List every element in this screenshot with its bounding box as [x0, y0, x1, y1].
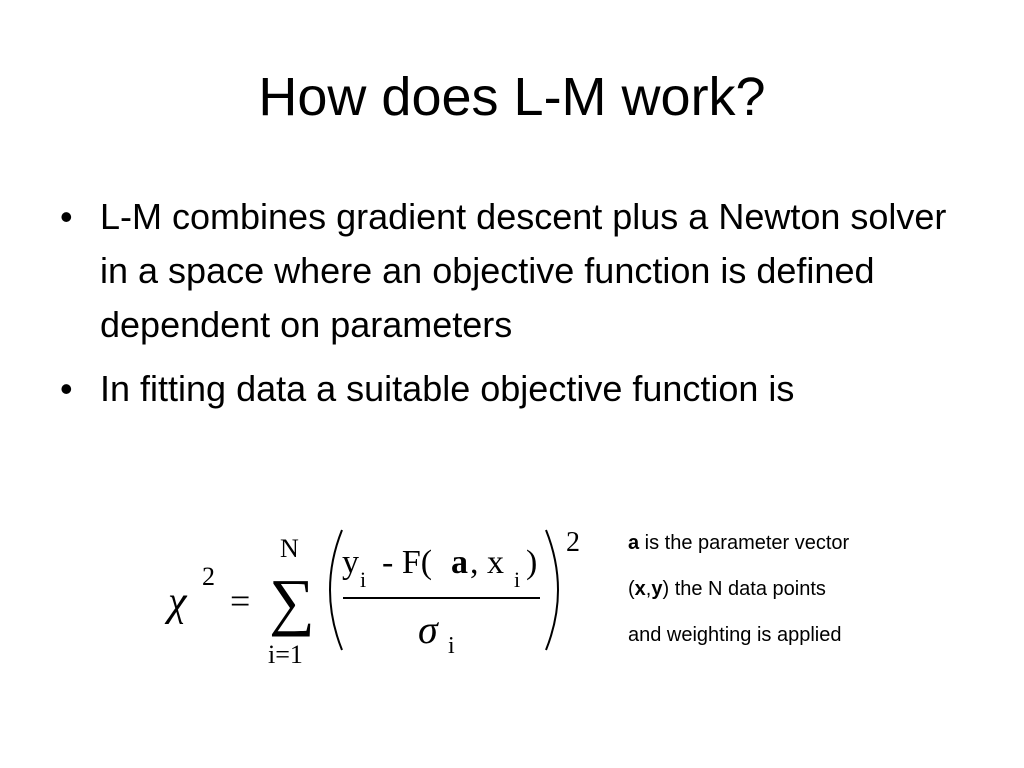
- bullet-text: L-M combines gradient descent plus a Newton solver in a space where an objective function is defined dependent on parameters: [100, 196, 947, 345]
- numerator-y-subscript: i: [360, 567, 367, 592]
- note-y-bold: y: [651, 578, 663, 600]
- note-parameter-vector: [628, 520, 1008, 566]
- chi-exponent: 2: [202, 562, 215, 591]
- note-open-paren: (: [628, 578, 635, 600]
- chi-symbol: χ: [168, 579, 187, 625]
- bullet-list: [54, 190, 984, 426]
- formula-notes: [628, 520, 1008, 658]
- denominator-subscript: i: [448, 633, 455, 659]
- numerator-function: - F(: [382, 544, 433, 581]
- bullet-item: [54, 190, 984, 352]
- right-parenthesis: [546, 530, 558, 650]
- summation-icon: ∑: [269, 566, 315, 637]
- numerator-y: y: [342, 544, 359, 581]
- outer-exponent: 2: [566, 527, 580, 558]
- bullet-marker: •: [60, 196, 73, 237]
- note-x-bold: x: [634, 578, 646, 600]
- note-comma: ,: [645, 578, 652, 600]
- left-parenthesis: [330, 530, 342, 650]
- sum-upper-limit: N: [280, 534, 299, 563]
- numerator-parameter-a: a: [451, 544, 468, 581]
- sum-lower-limit: i=1: [268, 640, 303, 669]
- bullet-marker: •: [60, 368, 73, 409]
- bullet-item: [54, 362, 984, 416]
- note-line1-text: is the parameter vector: [639, 532, 850, 554]
- note-line2-text: ) the N data points: [662, 578, 826, 600]
- denominator-sigma: σ: [418, 607, 438, 652]
- chi-squared-formula: [160, 515, 600, 695]
- numerator-x: , x: [470, 544, 504, 581]
- bullet-text: In fitting data a suitable objective function is: [100, 368, 795, 409]
- numerator-close: ): [526, 544, 538, 581]
- note-a-bold: a: [628, 532, 640, 554]
- slide-title: How does L-M work?: [258, 67, 766, 127]
- numerator-x-subscript: i: [514, 567, 521, 592]
- note-weighting: and weighting is applied: [628, 624, 842, 646]
- equals-sign: =: [230, 581, 251, 621]
- note-data-points: [628, 566, 1008, 612]
